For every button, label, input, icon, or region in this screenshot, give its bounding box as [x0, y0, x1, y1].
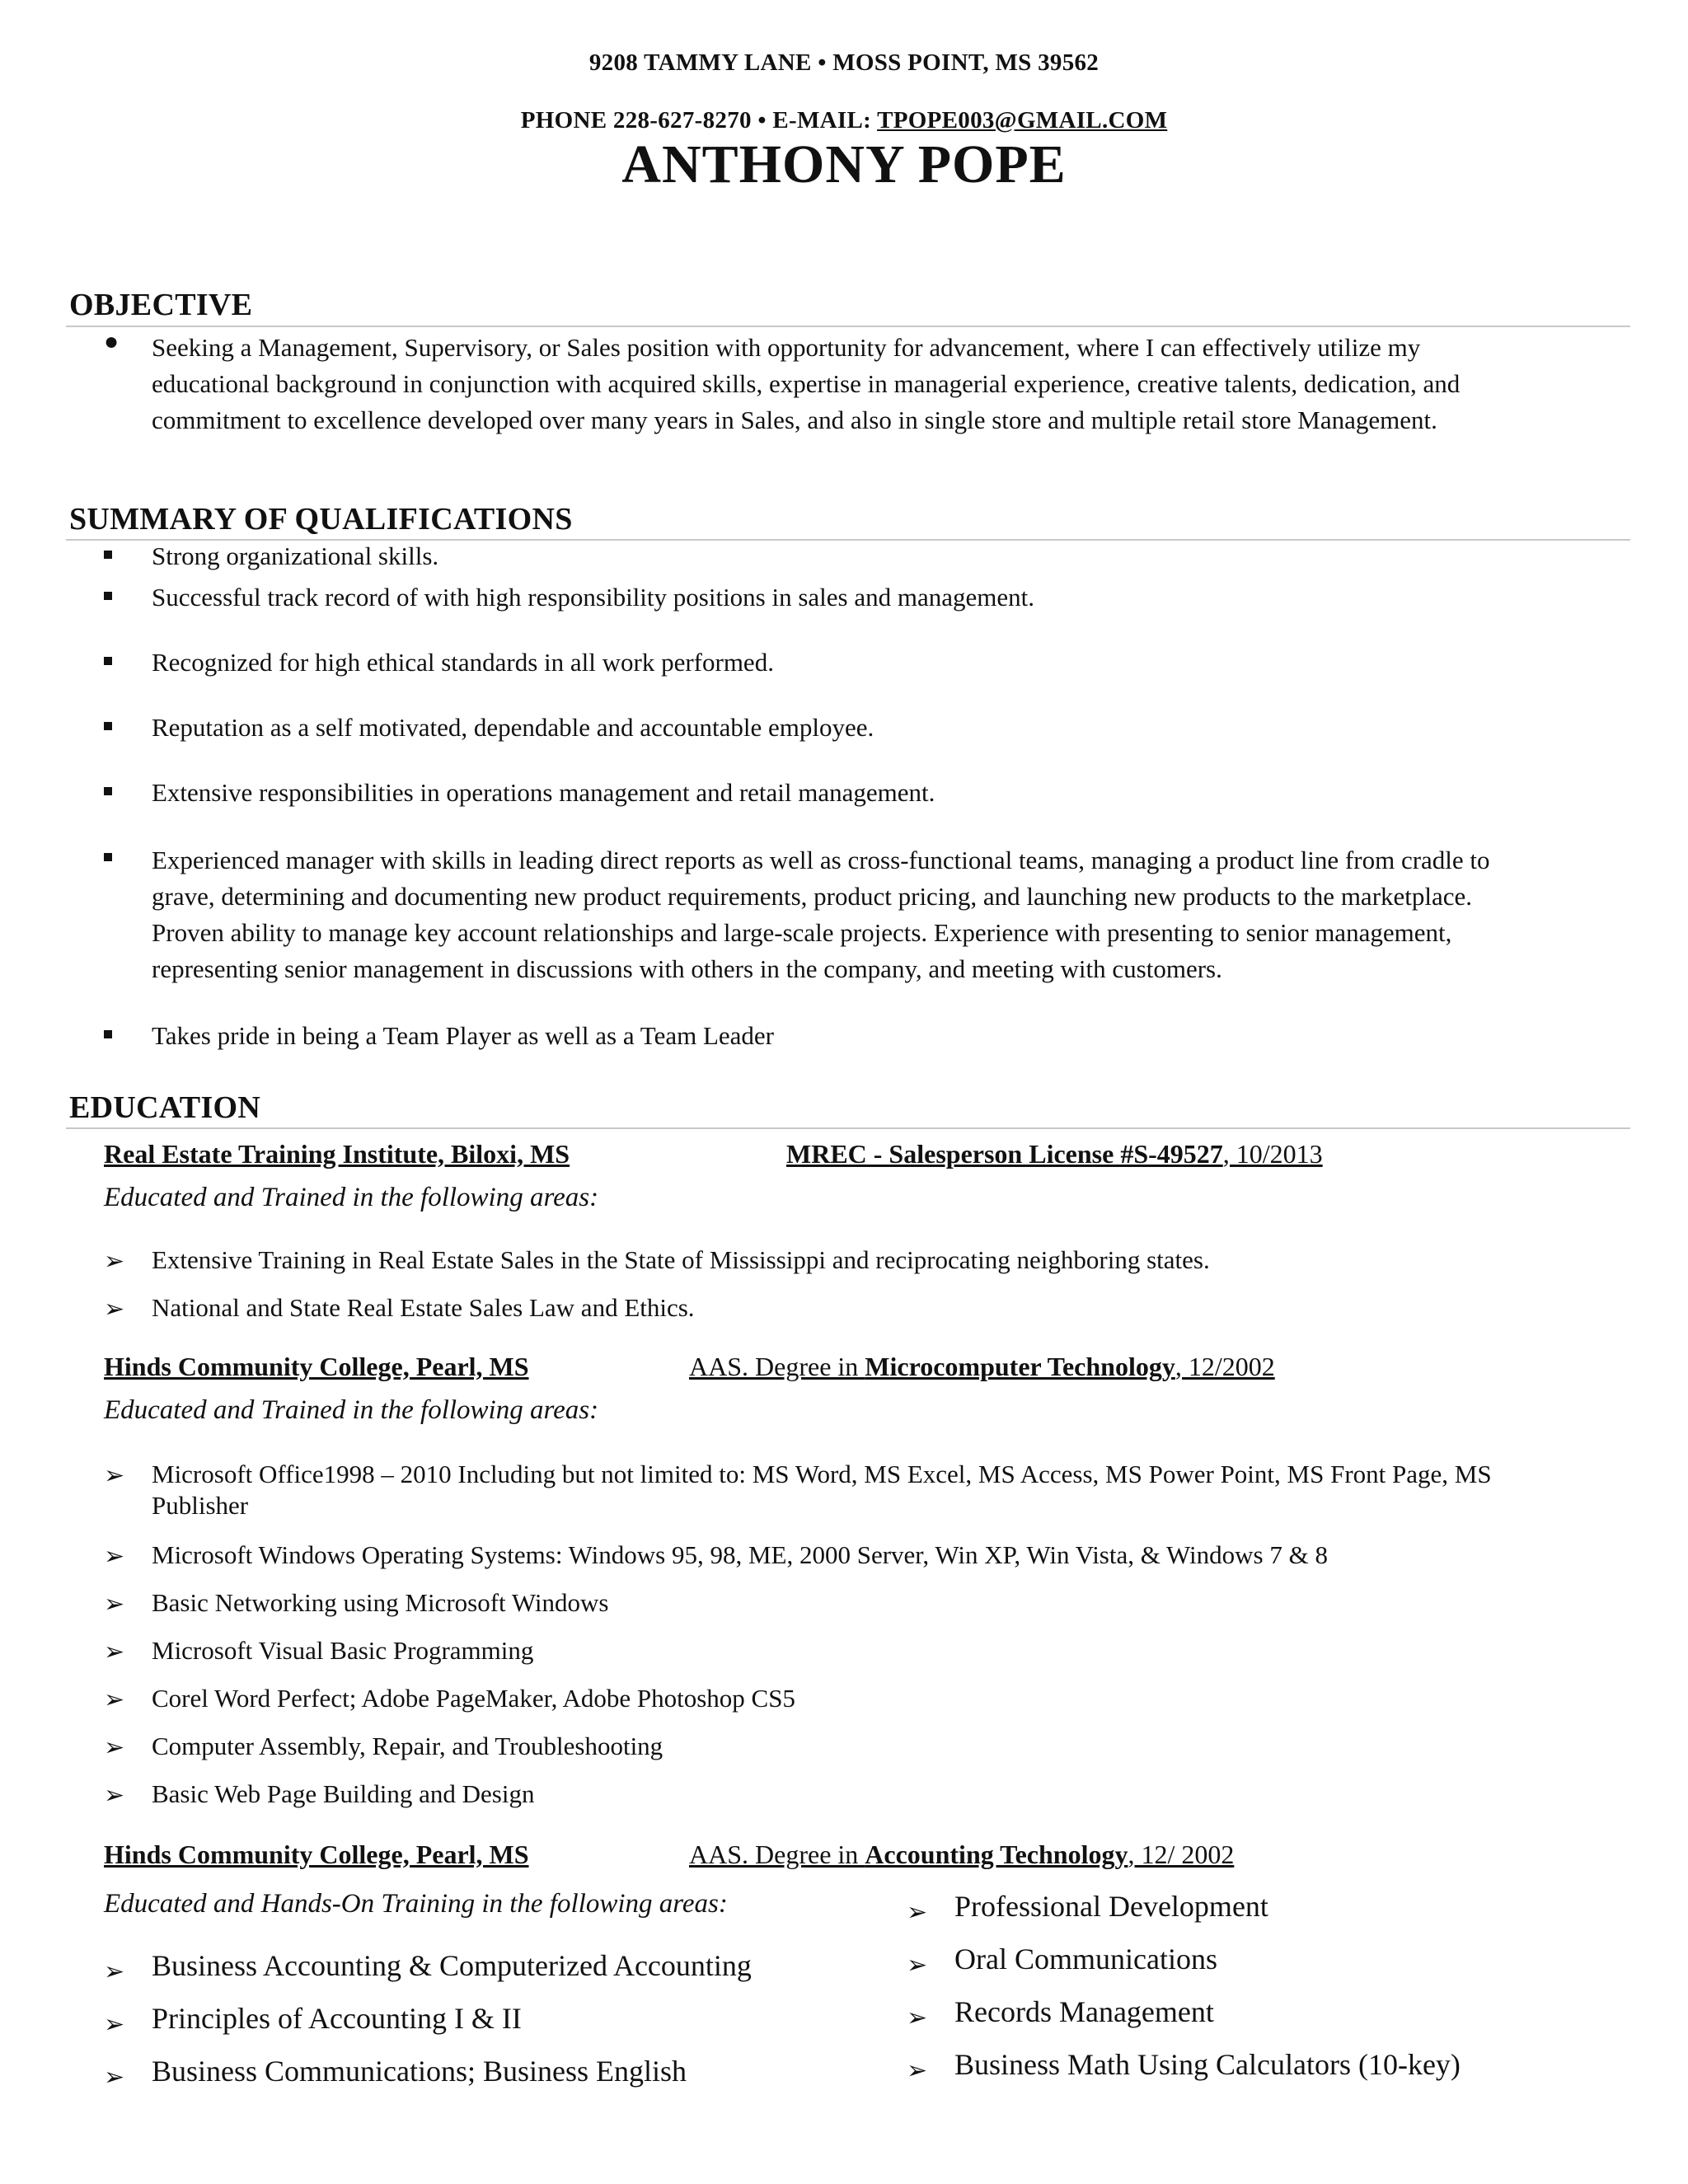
degree-prefix: AAS. Degree in: [689, 1352, 865, 1381]
training-item: Principles of Accounting I & II: [152, 2002, 522, 2035]
arrow-bullet-icon: ➢: [104, 1782, 125, 1809]
arrow-bullet-icon: ➢: [104, 1248, 125, 1275]
degree-date: , 12/ 2002: [1128, 1840, 1235, 1869]
arrow-bullet-icon: ➢: [907, 1952, 928, 1979]
email-link[interactable]: TPOPE003@GMAIL.COM: [877, 107, 1168, 134]
square-bullet: [104, 1030, 112, 1038]
training-item-line: Microsoft Office1998 – 2010 Including but not limited to: MS Word, MS Excel, MS Access, MS Power Point, MS Front Page, MS: [152, 1460, 1492, 1488]
education-rule: [66, 1127, 1630, 1129]
training-item: Business Accounting & Computerized Accounting: [152, 1949, 752, 1982]
degree-prefix: AAS. Degree in: [689, 1840, 865, 1869]
square-bullet: [104, 657, 112, 665]
license-date: , 10/2013: [1222, 1139, 1323, 1169]
summary-item: Reputation as a self motivated, dependable and accountable employee.: [152, 713, 874, 742]
training-item: Computer Assembly, Repair, and Troubleshooting: [152, 1732, 663, 1760]
summary-heading: SUMMARY OF QUALIFICATIONS: [69, 502, 573, 537]
school-name: Hinds Community College, Pearl, MS: [104, 1352, 529, 1381]
candidate-name: ANTHONY POPE: [621, 134, 1067, 194]
summary-item: Recognized for high ethical standards in all work performed.: [152, 648, 774, 677]
square-bullet: [104, 551, 112, 559]
school-name: Hinds Community College, Pearl, MS: [104, 1840, 529, 1869]
arrow-bullet-icon: ➢: [104, 1462, 125, 1489]
arrow-bullet-icon: ➢: [907, 2057, 928, 2084]
license-name: MREC - Salesperson License #S-49527: [786, 1139, 1223, 1169]
training-item: National and State Real Estate Sales Law and Ethics.: [152, 1293, 695, 1322]
summary-item-line: representing senior management in discussions with others in the company, and meeting with customers.: [152, 954, 1222, 983]
arrow-bullet-icon: ➢: [907, 2004, 928, 2032]
training-item-line: Publisher: [152, 1491, 249, 1520]
objective-heading: OBJECTIVE: [69, 288, 253, 322]
summary-item: Extensive responsibilities in operations management and retail management.: [152, 778, 935, 807]
summary-item: Strong organizational skills.: [152, 541, 439, 570]
training-item: Professional Development: [954, 1890, 1268, 1923]
summary-item-line: grave, determining and documenting new product requirements, product pricing, and launching new products to the marketplace.: [152, 882, 1473, 911]
objective-line: commitment to excellence developed over many years in Sales, and also in single store and multiple retail store Management.: [152, 405, 1437, 434]
summary-item: Successful track record of with high responsibility positions in sales and management.: [152, 583, 1034, 612]
training-item: Oral Communications: [954, 1943, 1217, 1975]
arrow-bullet-icon: ➢: [104, 2064, 125, 2091]
license-line: [786, 1139, 1323, 1169]
training-item: [152, 1459, 1635, 1521]
phone-text: PHONE 228-627-8270 • E-MAIL:: [520, 107, 878, 134]
training-item: Extensive Training in Real Estate Sales in the State of Mississippi and reciprocating neighboring states.: [152, 1245, 1210, 1274]
square-bullet: [104, 853, 112, 861]
arrow-bullet-icon: ➢: [907, 1899, 928, 1926]
training-item: Records Management: [954, 1995, 1214, 2028]
arrow-bullet-icon: ➢: [104, 1638, 125, 1666]
training-item: Basic Networking using Microsoft Windows: [152, 1588, 609, 1617]
arrow-bullet-icon: ➢: [104, 1686, 125, 1713]
arrow-bullet-icon: ➢: [104, 1591, 125, 1618]
summary-item-line: Proven ability to manage key account relationships and large-scale projects. Experience with presenting to senior management,: [152, 918, 1452, 947]
objective-rule: [66, 326, 1630, 327]
contact-line: [0, 107, 1688, 134]
training-subtitle: Educated and Trained in the following areas:: [104, 1395, 599, 1425]
arrow-bullet-icon: ➢: [104, 1543, 125, 1570]
training-item: Microsoft Visual Basic Programming: [152, 1636, 534, 1665]
arrow-bullet-icon: ➢: [104, 1734, 125, 1761]
degree-date: , 12/2002: [1175, 1352, 1275, 1381]
square-bullet: [104, 592, 112, 600]
address-line: 9208 TAMMY LANE • MOSS POINT, MS 39562: [588, 49, 1100, 76]
objective-bullet: ●: [104, 328, 120, 355]
degree-line: [689, 1352, 1275, 1382]
square-bullet: [104, 722, 112, 730]
training-subtitle: Educated and Hands-On Training in the following areas:: [104, 1889, 728, 1919]
objective-line: educational background in conjunction with acquired skills, expertise in managerial experience, creative talents, dedication, and: [152, 369, 1461, 398]
arrow-bullet-icon: ➢: [104, 2011, 125, 2038]
degree-line: [689, 1840, 1234, 1870]
degree-field: Microcomputer Technology: [865, 1352, 1175, 1381]
training-item: Corel Word Perfect; Adobe PageMaker, Adobe Photoshop CS5: [152, 1684, 795, 1713]
arrow-bullet-icon: ➢: [104, 1958, 125, 1985]
training-subtitle: Educated and Trained in the following areas:: [104, 1183, 599, 1212]
training-item: Business Math Using Calculators (10-key): [954, 2048, 1461, 2081]
arrow-bullet-icon: ➢: [104, 1296, 125, 1323]
summary-item-line: Experienced manager with skills in leading direct reports as well as cross-functional teams, managing a product line from cradle to: [152, 846, 1490, 874]
objective-text: [152, 330, 1619, 438]
training-item: Business Communications; Business English: [152, 2055, 687, 2088]
degree-field: Accounting Technology: [865, 1840, 1128, 1869]
square-bullet: [104, 787, 112, 795]
training-item: Microsoft Windows Operating Systems: Windows 95, 98, ME, 2000 Server, Win XP, Win Vista, & Windows 7 & 8: [152, 1540, 1328, 1569]
training-item: Basic Web Page Building and Design: [152, 1779, 535, 1808]
summary-item-long: [152, 842, 1619, 987]
school-name: Real Estate Training Institute, Biloxi, MS: [104, 1139, 570, 1169]
summary-item: Takes pride in being a Team Player as well as a Team Leader: [152, 1021, 774, 1050]
education-heading: EDUCATION: [69, 1090, 261, 1125]
objective-line: Seeking a Management, Supervisory, or Sales position with opportunity for advancement, where I can effectively utilize my: [152, 333, 1421, 362]
